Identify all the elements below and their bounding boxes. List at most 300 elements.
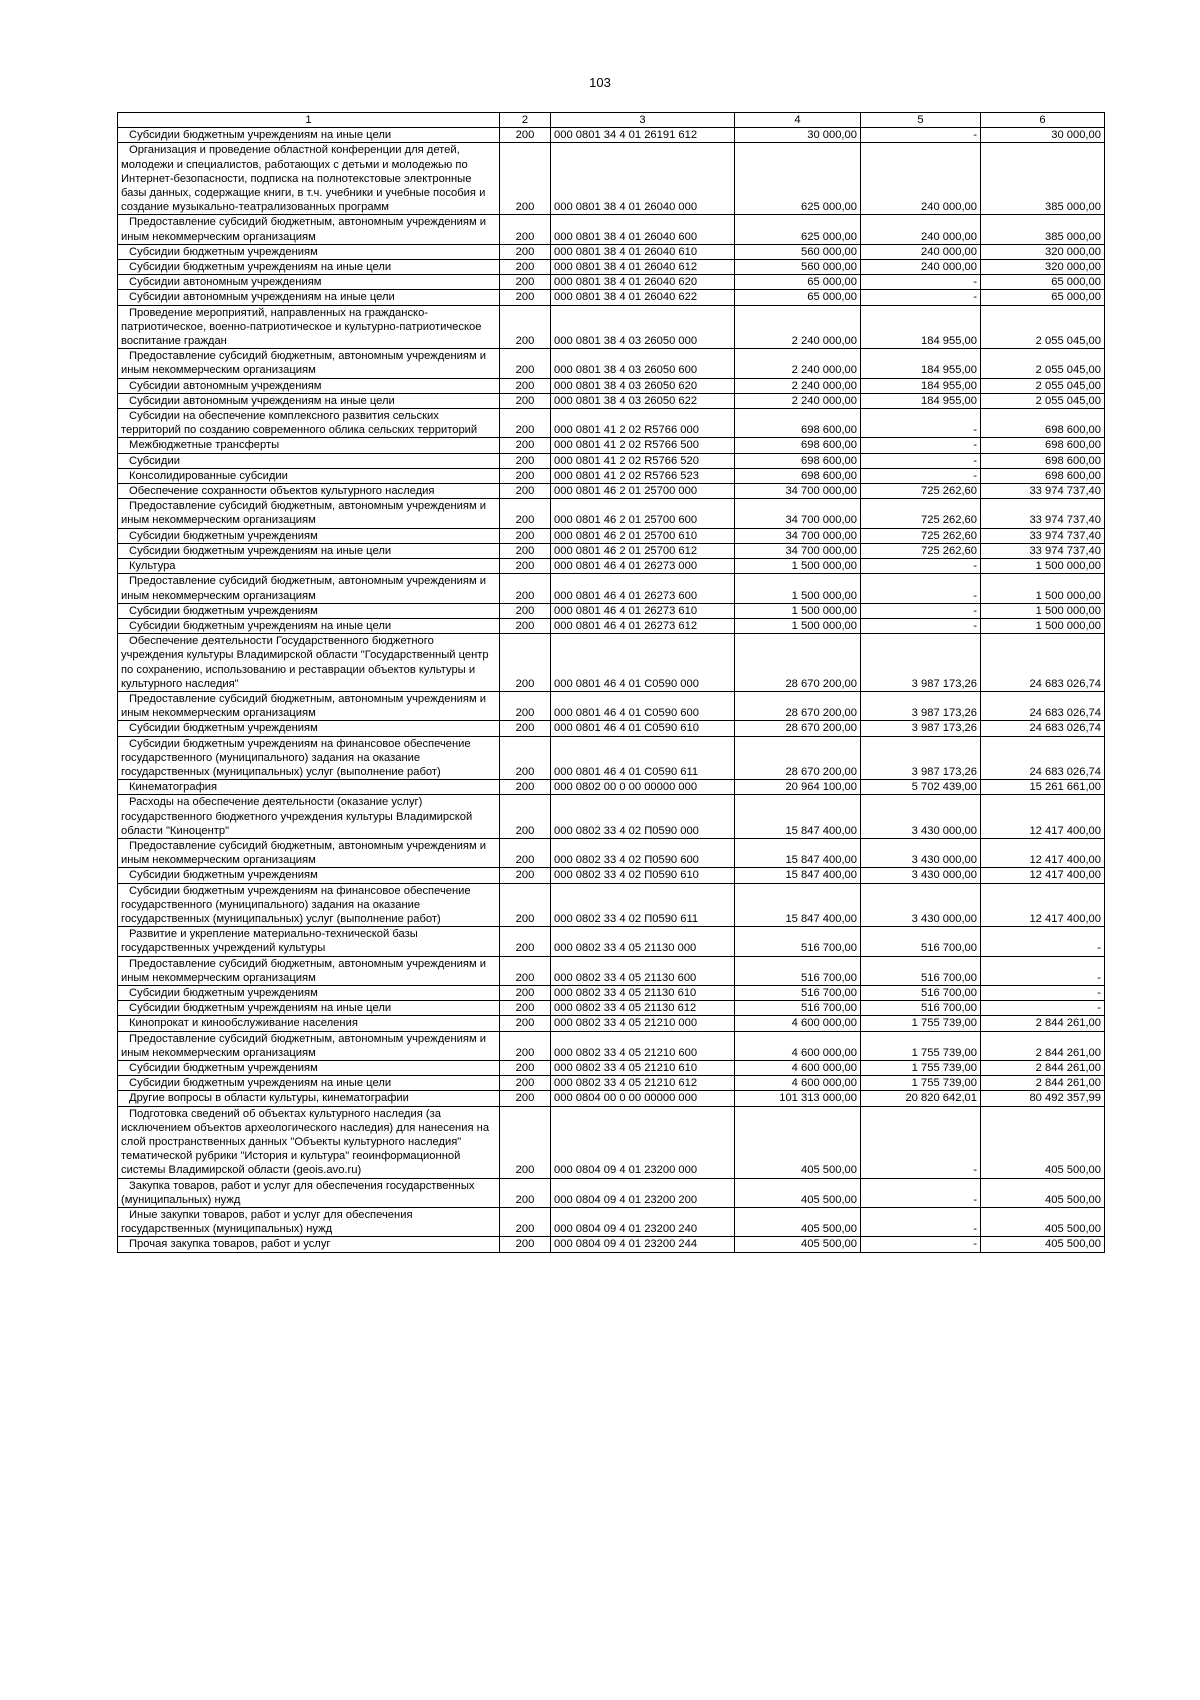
table-row bbox=[118, 795, 1105, 839]
row-approved-amount: 2 240 000,00 bbox=[735, 305, 861, 349]
row-admin-code: 200 bbox=[500, 215, 551, 244]
table-row bbox=[118, 1106, 1105, 1178]
row-name: Субсидии bbox=[118, 453, 500, 468]
table-row bbox=[118, 985, 1105, 1000]
row-budget-code: 000 0801 41 2 02 R5766 523 bbox=[551, 468, 735, 483]
table-row bbox=[118, 453, 1105, 468]
row-executed-amount: 516 700,00 bbox=[861, 1001, 981, 1016]
row-remaining-amount: 405 500,00 bbox=[981, 1106, 1105, 1178]
row-approved-amount: 516 700,00 bbox=[735, 985, 861, 1000]
row-executed-amount: - bbox=[861, 559, 981, 574]
row-remaining-amount: 33 974 737,40 bbox=[981, 499, 1105, 528]
row-approved-amount: 1 500 000,00 bbox=[735, 574, 861, 603]
row-executed-amount: - bbox=[861, 603, 981, 618]
table-row bbox=[118, 1001, 1105, 1016]
row-remaining-amount: 385 000,00 bbox=[981, 143, 1105, 215]
row-remaining-amount: 2 844 261,00 bbox=[981, 1031, 1105, 1060]
table-row bbox=[118, 1178, 1105, 1207]
row-approved-amount: 1 500 000,00 bbox=[735, 603, 861, 618]
row-approved-amount: 698 600,00 bbox=[735, 438, 861, 453]
row-budget-code: 000 0802 33 4 05 21130 612 bbox=[551, 1001, 735, 1016]
table-row bbox=[118, 838, 1105, 867]
row-remaining-amount: 405 500,00 bbox=[981, 1208, 1105, 1237]
row-admin-code: 200 bbox=[500, 1106, 551, 1178]
row-remaining-amount: 65 000,00 bbox=[981, 290, 1105, 305]
row-approved-amount: 15 847 400,00 bbox=[735, 795, 861, 839]
row-executed-amount: 516 700,00 bbox=[861, 956, 981, 985]
row-admin-code: 200 bbox=[500, 244, 551, 259]
row-name: Субсидии бюджетным учреждениям bbox=[118, 985, 500, 1000]
row-admin-code: 200 bbox=[500, 1061, 551, 1076]
row-admin-code: 200 bbox=[500, 780, 551, 795]
row-name: Иные закупки товаров, работ и услуг для обеспечения государственных (муниципальных) нужд bbox=[118, 1208, 500, 1237]
column-header: 5 bbox=[861, 113, 981, 128]
row-budget-code: 000 0801 38 4 01 26040 610 bbox=[551, 244, 735, 259]
row-remaining-amount: - bbox=[981, 927, 1105, 956]
row-name: Субсидии на обеспечение комплексного развития сельских территорий по созданию современного облика сельских территорий bbox=[118, 409, 500, 438]
row-executed-amount: - bbox=[861, 438, 981, 453]
row-budget-code: 000 0801 46 4 01 26273 612 bbox=[551, 618, 735, 633]
row-executed-amount: - bbox=[861, 409, 981, 438]
row-budget-code: 000 0802 33 4 05 21210 610 bbox=[551, 1061, 735, 1076]
row-budget-code: 000 0801 46 4 01 C0590 000 bbox=[551, 634, 735, 692]
row-remaining-amount: 1 500 000,00 bbox=[981, 559, 1105, 574]
row-name: Развитие и укрепление материально-технической базы государственных учреждений культуры bbox=[118, 927, 500, 956]
row-remaining-amount: 24 683 026,74 bbox=[981, 721, 1105, 736]
row-budget-code: 000 0801 46 2 01 25700 610 bbox=[551, 528, 735, 543]
row-name: Субсидии бюджетным учреждениям bbox=[118, 603, 500, 618]
row-executed-amount: 516 700,00 bbox=[861, 985, 981, 1000]
row-name: Субсидии автономным учреждениям bbox=[118, 275, 500, 290]
row-approved-amount: 2 240 000,00 bbox=[735, 378, 861, 393]
row-name: Консолидированные субсидии bbox=[118, 468, 500, 483]
row-admin-code: 200 bbox=[500, 1016, 551, 1031]
row-executed-amount: 1 755 739,00 bbox=[861, 1016, 981, 1031]
table-row bbox=[118, 1061, 1105, 1076]
row-admin-code: 200 bbox=[500, 143, 551, 215]
column-header: 6 bbox=[981, 113, 1105, 128]
table-row bbox=[118, 559, 1105, 574]
row-executed-amount: - bbox=[861, 1237, 981, 1252]
table-row bbox=[118, 393, 1105, 408]
row-approved-amount: 4 600 000,00 bbox=[735, 1016, 861, 1031]
row-approved-amount: 15 847 400,00 bbox=[735, 883, 861, 927]
table-row bbox=[118, 499, 1105, 528]
row-executed-amount: 516 700,00 bbox=[861, 927, 981, 956]
row-executed-amount: 3 987 173,26 bbox=[861, 691, 981, 720]
row-name: Субсидии бюджетным учреждениям bbox=[118, 1061, 500, 1076]
row-approved-amount: 15 847 400,00 bbox=[735, 868, 861, 883]
row-remaining-amount: 320 000,00 bbox=[981, 244, 1105, 259]
row-executed-amount: 725 262,60 bbox=[861, 543, 981, 558]
row-budget-code: 000 0802 33 4 05 21210 600 bbox=[551, 1031, 735, 1060]
table-row bbox=[118, 780, 1105, 795]
row-name: Закупка товаров, работ и услуг для обеспечения государственных (муниципальных) нужд bbox=[118, 1178, 500, 1207]
row-budget-code: 000 0801 38 4 03 26050 000 bbox=[551, 305, 735, 349]
row-approved-amount: 625 000,00 bbox=[735, 143, 861, 215]
row-budget-code: 000 0802 33 4 02 П0590 610 bbox=[551, 868, 735, 883]
row-approved-amount: 30 000,00 bbox=[735, 128, 861, 143]
row-name: Субсидии бюджетным учреждениям на финансовое обеспечение государственного (муниципального) задания на оказание государственных (муниципальных) услуг (выполнение работ) bbox=[118, 883, 500, 927]
row-approved-amount: 405 500,00 bbox=[735, 1106, 861, 1178]
row-budget-code: 000 0804 09 4 01 23200 244 bbox=[551, 1237, 735, 1252]
row-executed-amount: - bbox=[861, 128, 981, 143]
row-admin-code: 200 bbox=[500, 721, 551, 736]
table-row bbox=[118, 927, 1105, 956]
table-body bbox=[118, 128, 1105, 1252]
row-budget-code: 000 0802 33 4 02 П0590 600 bbox=[551, 838, 735, 867]
column-header: 3 bbox=[551, 113, 735, 128]
row-admin-code: 200 bbox=[500, 528, 551, 543]
row-budget-code: 000 0804 09 4 01 23200 240 bbox=[551, 1208, 735, 1237]
row-remaining-amount: 12 417 400,00 bbox=[981, 868, 1105, 883]
budget-table bbox=[117, 112, 1105, 1253]
row-remaining-amount: 1 500 000,00 bbox=[981, 574, 1105, 603]
row-admin-code: 200 bbox=[500, 1091, 551, 1106]
row-budget-code: 000 0801 46 4 01 26273 610 bbox=[551, 603, 735, 618]
table-row bbox=[118, 574, 1105, 603]
row-approved-amount: 698 600,00 bbox=[735, 453, 861, 468]
row-admin-code: 200 bbox=[500, 349, 551, 378]
row-remaining-amount: 1 500 000,00 bbox=[981, 603, 1105, 618]
table-row bbox=[118, 721, 1105, 736]
row-name: Межбюджетные трансферты bbox=[118, 438, 500, 453]
row-admin-code: 200 bbox=[500, 603, 551, 618]
row-admin-code: 200 bbox=[500, 260, 551, 275]
row-name: Субсидии автономным учреждениям на иные цели bbox=[118, 290, 500, 305]
row-admin-code: 200 bbox=[500, 290, 551, 305]
row-approved-amount: 65 000,00 bbox=[735, 275, 861, 290]
row-remaining-amount: - bbox=[981, 1001, 1105, 1016]
row-executed-amount: 5 702 439,00 bbox=[861, 780, 981, 795]
header-row bbox=[118, 113, 1105, 128]
table-row bbox=[118, 128, 1105, 143]
row-approved-amount: 516 700,00 bbox=[735, 956, 861, 985]
row-name: Предоставление субсидий бюджетным, автономным учреждениям и иным некоммерческим организациям bbox=[118, 838, 500, 867]
row-budget-code: 000 0801 41 2 02 R5766 000 bbox=[551, 409, 735, 438]
table-row bbox=[118, 1076, 1105, 1091]
row-admin-code: 200 bbox=[500, 543, 551, 558]
row-remaining-amount: 405 500,00 bbox=[981, 1237, 1105, 1252]
row-executed-amount: 725 262,60 bbox=[861, 499, 981, 528]
column-header: 4 bbox=[735, 113, 861, 128]
row-admin-code: 200 bbox=[500, 409, 551, 438]
row-remaining-amount: 698 600,00 bbox=[981, 453, 1105, 468]
row-budget-code: 000 0801 38 4 01 26040 612 bbox=[551, 260, 735, 275]
row-budget-code: 000 0801 46 4 01 C0590 600 bbox=[551, 691, 735, 720]
row-remaining-amount: - bbox=[981, 985, 1105, 1000]
row-admin-code: 200 bbox=[500, 574, 551, 603]
row-name: Субсидии бюджетным учреждениям на иные цели bbox=[118, 1001, 500, 1016]
table-row bbox=[118, 438, 1105, 453]
row-admin-code: 200 bbox=[500, 618, 551, 633]
table-row bbox=[118, 883, 1105, 927]
row-admin-code: 200 bbox=[500, 559, 551, 574]
row-name: Кинематография bbox=[118, 780, 500, 795]
row-budget-code: 000 0804 09 4 01 23200 000 bbox=[551, 1106, 735, 1178]
row-executed-amount: 1 755 739,00 bbox=[861, 1031, 981, 1060]
row-budget-code: 000 0804 09 4 01 23200 200 bbox=[551, 1178, 735, 1207]
row-admin-code: 200 bbox=[500, 1237, 551, 1252]
row-executed-amount: 3 430 000,00 bbox=[861, 883, 981, 927]
row-remaining-amount: 24 683 026,74 bbox=[981, 691, 1105, 720]
row-name: Предоставление субсидий бюджетным, автономным учреждениям и иным некоммерческим организациям bbox=[118, 215, 500, 244]
row-executed-amount: 20 820 642,01 bbox=[861, 1091, 981, 1106]
table-row bbox=[118, 378, 1105, 393]
table-row bbox=[118, 349, 1105, 378]
row-name: Другие вопросы в области культуры, кинематографии bbox=[118, 1091, 500, 1106]
row-executed-amount: 240 000,00 bbox=[861, 260, 981, 275]
row-name: Организация и проведение областной конференции для детей, молодежи и специалистов, работающих с детьми и молодежью по Интернет-безопасности, подписка на полнотекстовые электронные базы данных, содержащие книги, в т.ч. учебники и учебные пособия и создание музыкально-театрализованных программ bbox=[118, 143, 500, 215]
row-admin-code: 200 bbox=[500, 453, 551, 468]
row-executed-amount: 240 000,00 bbox=[861, 143, 981, 215]
row-budget-code: 000 0801 46 2 01 25700 600 bbox=[551, 499, 735, 528]
row-budget-code: 000 0801 38 4 01 26040 000 bbox=[551, 143, 735, 215]
table-row bbox=[118, 290, 1105, 305]
row-budget-code: 000 0801 38 4 01 26040 622 bbox=[551, 290, 735, 305]
row-remaining-amount: 65 000,00 bbox=[981, 275, 1105, 290]
row-admin-code: 200 bbox=[500, 1076, 551, 1091]
row-remaining-amount: 1 500 000,00 bbox=[981, 618, 1105, 633]
row-budget-code: 000 0801 38 4 03 26050 600 bbox=[551, 349, 735, 378]
table-row bbox=[118, 603, 1105, 618]
row-name: Субсидии бюджетным учреждениям на иные цели bbox=[118, 618, 500, 633]
row-admin-code: 200 bbox=[500, 956, 551, 985]
row-name: Предоставление субсидий бюджетным, автономным учреждениям и иным некоммерческим организациям bbox=[118, 499, 500, 528]
row-approved-amount: 28 670 200,00 bbox=[735, 721, 861, 736]
row-approved-amount: 625 000,00 bbox=[735, 215, 861, 244]
row-name: Предоставление субсидий бюджетным, автономным учреждениям и иным некоммерческим организациям bbox=[118, 349, 500, 378]
row-remaining-amount: 24 683 026,74 bbox=[981, 634, 1105, 692]
row-executed-amount: 184 955,00 bbox=[861, 378, 981, 393]
row-admin-code: 200 bbox=[500, 868, 551, 883]
row-executed-amount: 3 430 000,00 bbox=[861, 838, 981, 867]
row-remaining-amount: 698 600,00 bbox=[981, 409, 1105, 438]
row-budget-code: 000 0802 33 4 05 21210 612 bbox=[551, 1076, 735, 1091]
row-name: Кинопрокат и кинообслуживание населения bbox=[118, 1016, 500, 1031]
table-row bbox=[118, 634, 1105, 692]
row-approved-amount: 4 600 000,00 bbox=[735, 1076, 861, 1091]
row-name: Прочая закупка товаров, работ и услуг bbox=[118, 1237, 500, 1252]
row-name: Обеспечение деятельности Государственного бюджетного учреждения культуры Владимирской области "Государственный центр по сохранению, использованию и реставрации объектов культуры и культурного наследия" bbox=[118, 634, 500, 692]
row-name: Предоставление субсидий бюджетным, автономным учреждениям и иным некоммерческим организациям bbox=[118, 956, 500, 985]
row-approved-amount: 28 670 200,00 bbox=[735, 736, 861, 780]
row-approved-amount: 34 700 000,00 bbox=[735, 528, 861, 543]
table-row bbox=[118, 260, 1105, 275]
row-name: Предоставление субсидий бюджетным, автономным учреждениям и иным некоммерческим организациям bbox=[118, 574, 500, 603]
row-executed-amount: 3 430 000,00 bbox=[861, 795, 981, 839]
row-approved-amount: 405 500,00 bbox=[735, 1237, 861, 1252]
row-executed-amount: 3 987 173,26 bbox=[861, 736, 981, 780]
row-name: Расходы на обеспечение деятельности (оказание услуг) государственного бюджетного учреждения культуры Владимирской области "Киноцентр" bbox=[118, 795, 500, 839]
row-remaining-amount: 405 500,00 bbox=[981, 1178, 1105, 1207]
row-executed-amount: - bbox=[861, 453, 981, 468]
column-header: 1 bbox=[118, 113, 500, 128]
row-budget-code: 000 0804 00 0 00 00000 000 bbox=[551, 1091, 735, 1106]
row-executed-amount: 725 262,60 bbox=[861, 528, 981, 543]
row-approved-amount: 2 240 000,00 bbox=[735, 349, 861, 378]
row-executed-amount: 1 755 739,00 bbox=[861, 1076, 981, 1091]
row-budget-code: 000 0801 46 4 01 C0590 611 bbox=[551, 736, 735, 780]
row-name: Субсидии бюджетным учреждениям на финансовое обеспечение государственного (муниципального) задания на оказание государственных (муниципальных) услуг (выполнение работ) bbox=[118, 736, 500, 780]
row-executed-amount: - bbox=[861, 468, 981, 483]
row-executed-amount: - bbox=[861, 1208, 981, 1237]
row-approved-amount: 28 670 200,00 bbox=[735, 691, 861, 720]
row-approved-amount: 28 670 200,00 bbox=[735, 634, 861, 692]
row-name: Субсидии автономным учреждениям на иные цели bbox=[118, 393, 500, 408]
row-admin-code: 200 bbox=[500, 393, 551, 408]
row-budget-code: 000 0802 33 4 05 21130 610 bbox=[551, 985, 735, 1000]
row-budget-code: 000 0801 46 4 01 26273 600 bbox=[551, 574, 735, 603]
row-admin-code: 200 bbox=[500, 484, 551, 499]
row-approved-amount: 65 000,00 bbox=[735, 290, 861, 305]
row-budget-code: 000 0801 38 4 03 26050 622 bbox=[551, 393, 735, 408]
row-name: Субсидии бюджетным учреждениям bbox=[118, 244, 500, 259]
row-budget-code: 000 0801 46 2 01 25700 000 bbox=[551, 484, 735, 499]
row-admin-code: 200 bbox=[500, 838, 551, 867]
row-approved-amount: 405 500,00 bbox=[735, 1178, 861, 1207]
table-row bbox=[118, 468, 1105, 483]
page-number: 103 bbox=[589, 75, 611, 90]
row-remaining-amount: 12 417 400,00 bbox=[981, 883, 1105, 927]
row-budget-code: 000 0801 46 4 01 26273 000 bbox=[551, 559, 735, 574]
row-budget-code: 000 0801 34 4 01 26191 612 bbox=[551, 128, 735, 143]
row-admin-code: 200 bbox=[500, 795, 551, 839]
row-budget-code: 000 0802 33 4 05 21130 600 bbox=[551, 956, 735, 985]
row-approved-amount: 34 700 000,00 bbox=[735, 543, 861, 558]
table-row bbox=[118, 956, 1105, 985]
row-budget-code: 000 0801 46 2 01 25700 612 bbox=[551, 543, 735, 558]
table-row bbox=[118, 244, 1105, 259]
row-budget-code: 000 0802 33 4 05 21210 000 bbox=[551, 1016, 735, 1031]
row-budget-code: 000 0801 38 4 01 26040 600 bbox=[551, 215, 735, 244]
row-approved-amount: 698 600,00 bbox=[735, 468, 861, 483]
row-remaining-amount: 12 417 400,00 bbox=[981, 795, 1105, 839]
row-name: Субсидии бюджетным учреждениям на иные цели bbox=[118, 1076, 500, 1091]
row-name: Предоставление субсидий бюджетным, автономным учреждениям и иным некоммерческим организациям bbox=[118, 691, 500, 720]
row-remaining-amount: 698 600,00 bbox=[981, 468, 1105, 483]
row-remaining-amount: 385 000,00 bbox=[981, 215, 1105, 244]
row-admin-code: 200 bbox=[500, 1031, 551, 1060]
row-executed-amount: 3 430 000,00 bbox=[861, 868, 981, 883]
row-executed-amount: 3 987 173,26 bbox=[861, 634, 981, 692]
row-executed-amount: - bbox=[861, 1106, 981, 1178]
row-budget-code: 000 0801 41 2 02 R5766 520 bbox=[551, 453, 735, 468]
table-row bbox=[118, 1016, 1105, 1031]
row-executed-amount: 184 955,00 bbox=[861, 305, 981, 349]
row-admin-code: 200 bbox=[500, 736, 551, 780]
row-name: Субсидии бюджетным учреждениям на иные цели bbox=[118, 260, 500, 275]
row-approved-amount: 34 700 000,00 bbox=[735, 499, 861, 528]
row-admin-code: 200 bbox=[500, 438, 551, 453]
table-row bbox=[118, 543, 1105, 558]
row-executed-amount: 3 987 173,26 bbox=[861, 721, 981, 736]
row-name: Подготовка сведений об объектах культурного наследия (за исключением объектов археологического наследия) для нанесения на слой пространственных данных "Объекты культурного наследия" тематической рубрики "История и культура" геоинформационной системы Владимирской области (geois.avo.ru) bbox=[118, 1106, 500, 1178]
row-budget-code: 000 0801 38 4 03 26050 620 bbox=[551, 378, 735, 393]
row-approved-amount: 560 000,00 bbox=[735, 244, 861, 259]
row-name: Культура bbox=[118, 559, 500, 574]
row-remaining-amount: 30 000,00 bbox=[981, 128, 1105, 143]
row-remaining-amount: 24 683 026,74 bbox=[981, 736, 1105, 780]
table-row bbox=[118, 1208, 1105, 1237]
row-admin-code: 200 bbox=[500, 927, 551, 956]
table-row bbox=[118, 868, 1105, 883]
row-admin-code: 200 bbox=[500, 883, 551, 927]
row-remaining-amount: 15 261 661,00 bbox=[981, 780, 1105, 795]
row-admin-code: 200 bbox=[500, 305, 551, 349]
row-name: Субсидии бюджетным учреждениям bbox=[118, 868, 500, 883]
row-approved-amount: 20 964 100,00 bbox=[735, 780, 861, 795]
row-remaining-amount: 33 974 737,40 bbox=[981, 543, 1105, 558]
row-name: Субсидии бюджетным учреждениям на иные цели bbox=[118, 543, 500, 558]
row-executed-amount: - bbox=[861, 290, 981, 305]
table-row bbox=[118, 484, 1105, 499]
row-approved-amount: 1 500 000,00 bbox=[735, 559, 861, 574]
row-remaining-amount: 320 000,00 bbox=[981, 260, 1105, 275]
table-row bbox=[118, 143, 1105, 215]
row-name: Субсидии бюджетным учреждениям bbox=[118, 528, 500, 543]
row-executed-amount: 184 955,00 bbox=[861, 349, 981, 378]
table-row bbox=[118, 1237, 1105, 1252]
row-admin-code: 200 bbox=[500, 499, 551, 528]
row-approved-amount: 560 000,00 bbox=[735, 260, 861, 275]
row-executed-amount: - bbox=[861, 574, 981, 603]
row-name: Предоставление субсидий бюджетным, автономным учреждениям и иным некоммерческим организациям bbox=[118, 1031, 500, 1060]
row-budget-code: 000 0801 41 2 02 R5766 500 bbox=[551, 438, 735, 453]
row-executed-amount: 240 000,00 bbox=[861, 244, 981, 259]
column-header: 2 bbox=[500, 113, 551, 128]
row-name: Субсидии бюджетным учреждениям на иные цели bbox=[118, 128, 500, 143]
table-row bbox=[118, 409, 1105, 438]
row-remaining-amount: 2 055 045,00 bbox=[981, 393, 1105, 408]
row-executed-amount: 184 955,00 bbox=[861, 393, 981, 408]
row-approved-amount: 4 600 000,00 bbox=[735, 1061, 861, 1076]
row-admin-code: 200 bbox=[500, 378, 551, 393]
row-remaining-amount: - bbox=[981, 956, 1105, 985]
row-admin-code: 200 bbox=[500, 1178, 551, 1207]
table-row bbox=[118, 215, 1105, 244]
row-executed-amount: 240 000,00 bbox=[861, 215, 981, 244]
table-row bbox=[118, 618, 1105, 633]
row-approved-amount: 15 847 400,00 bbox=[735, 838, 861, 867]
row-remaining-amount: 2 055 045,00 bbox=[981, 378, 1105, 393]
row-remaining-amount: 12 417 400,00 bbox=[981, 838, 1105, 867]
row-executed-amount: 1 755 739,00 bbox=[861, 1061, 981, 1076]
row-budget-code: 000 0802 33 4 02 П0590 000 bbox=[551, 795, 735, 839]
row-admin-code: 200 bbox=[500, 691, 551, 720]
row-approved-amount: 1 500 000,00 bbox=[735, 618, 861, 633]
row-approved-amount: 516 700,00 bbox=[735, 927, 861, 956]
row-remaining-amount: 80 492 357,99 bbox=[981, 1091, 1105, 1106]
row-remaining-amount: 2 055 045,00 bbox=[981, 349, 1105, 378]
table-row bbox=[118, 691, 1105, 720]
row-admin-code: 200 bbox=[500, 1208, 551, 1237]
table-row bbox=[118, 1031, 1105, 1060]
row-executed-amount: 725 262,60 bbox=[861, 484, 981, 499]
row-executed-amount: - bbox=[861, 275, 981, 290]
row-budget-code: 000 0802 00 0 00 00000 000 bbox=[551, 780, 735, 795]
row-remaining-amount: 33 974 737,40 bbox=[981, 528, 1105, 543]
row-budget-code: 000 0802 33 4 05 21130 000 bbox=[551, 927, 735, 956]
row-name: Субсидии автономным учреждениям bbox=[118, 378, 500, 393]
row-approved-amount: 516 700,00 bbox=[735, 1001, 861, 1016]
row-name: Субсидии бюджетным учреждениям bbox=[118, 721, 500, 736]
table-row bbox=[118, 528, 1105, 543]
table-row bbox=[118, 305, 1105, 349]
row-admin-code: 200 bbox=[500, 1001, 551, 1016]
row-remaining-amount: 2 844 261,00 bbox=[981, 1076, 1105, 1091]
row-admin-code: 200 bbox=[500, 634, 551, 692]
